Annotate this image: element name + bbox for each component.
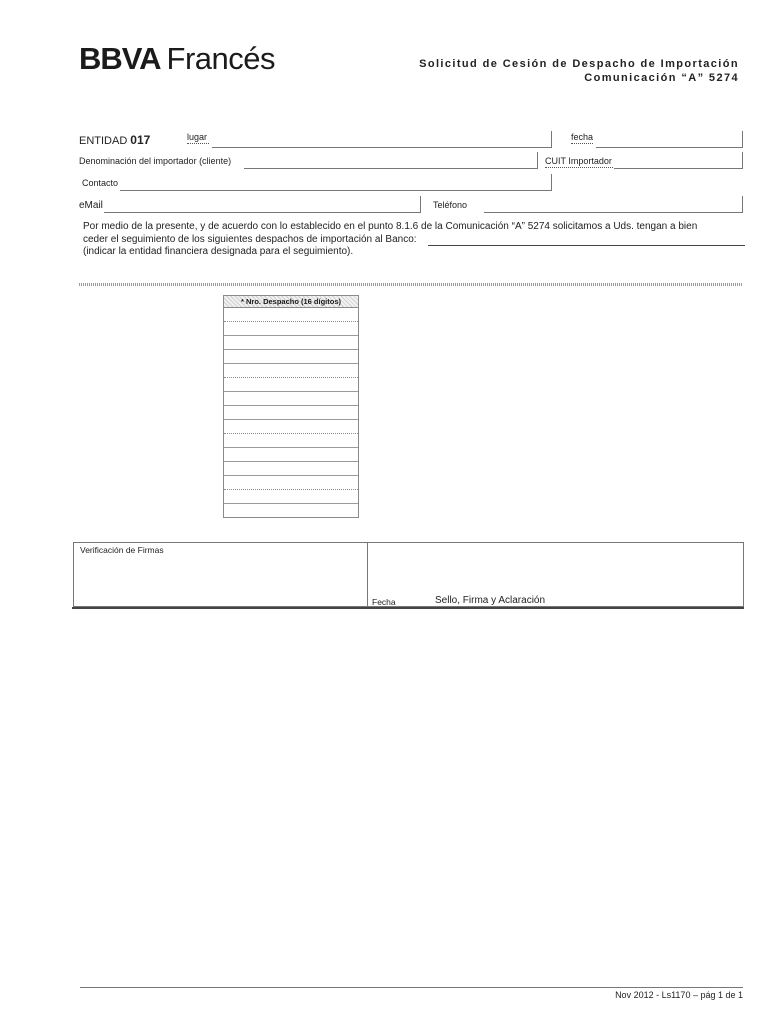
denominacion-label: Denominación del importador (cliente) <box>79 156 232 166</box>
entidad <box>79 133 150 147</box>
verification-bottom-rule <box>72 607 744 609</box>
contacto-input[interactable] <box>120 176 551 192</box>
footer-text: Nov 2012 - Ls1170 – pág 1 de 1 <box>615 990 743 1000</box>
despacho-row[interactable] <box>224 504 358 517</box>
footer-rule <box>80 987 743 988</box>
fecha-label-underline <box>571 143 593 144</box>
verification-fecha-label: Fecha <box>372 597 396 607</box>
lugar-label: lugar <box>187 132 208 142</box>
logo-bold-text: BBVA <box>79 41 161 76</box>
lugar-input[interactable] <box>212 133 551 149</box>
bbva-frances-logo <box>79 41 275 77</box>
paragraph-line-2: ceder el seguimiento de los siguientes despachos de importación al Banco: <box>83 233 417 245</box>
email-field[interactable] <box>104 196 421 213</box>
despacho-row[interactable] <box>224 490 358 504</box>
email-label: eMail <box>79 200 103 211</box>
telefono-input[interactable] <box>484 198 742 214</box>
despacho-row[interactable] <box>224 308 358 322</box>
despacho-row[interactable] <box>224 476 358 490</box>
contacto-label: Contacto <box>82 178 119 188</box>
lugar-label-underline <box>187 143 209 144</box>
telefono-label: Teléfono <box>433 200 468 210</box>
paragraph-line-3: (indicar la entidad financiera designada para el seguimiento). <box>83 246 354 257</box>
fecha-input[interactable] <box>596 133 742 149</box>
cuit-label-underline <box>545 167 613 168</box>
email-input[interactable] <box>104 198 420 214</box>
despacho-row[interactable] <box>224 336 358 350</box>
document-title <box>419 57 739 85</box>
despacho-row[interactable] <box>224 350 358 364</box>
verification-title: Verificación de Firmas <box>80 545 164 555</box>
title-line-1: Solicitud de Cesión de Despacho de Importación <box>419 58 739 70</box>
fecha-label: fecha <box>571 132 594 142</box>
fecha-field[interactable] <box>596 131 743 148</box>
denominacion-field[interactable] <box>244 152 538 169</box>
verification-sello-label: Sello, Firma y Aclaración <box>435 595 546 606</box>
logo-light-text: Francés <box>166 41 276 76</box>
despacho-row[interactable] <box>224 392 358 406</box>
despacho-table-header: * Nro. Despacho (16 dígitos) <box>224 296 358 308</box>
telefono-field[interactable] <box>484 196 743 213</box>
despacho-row[interactable] <box>224 462 358 476</box>
section-divider <box>79 283 743 286</box>
despacho-row[interactable] <box>224 420 358 434</box>
verification-divider <box>367 543 368 606</box>
title-line-2: Comunicación “A” 5274 <box>584 72 739 84</box>
despacho-input[interactable] <box>224 508 358 521</box>
despacho-row[interactable] <box>224 364 358 378</box>
cuit-field[interactable] <box>614 152 743 169</box>
entidad-label: ENTIDAD <box>79 135 128 147</box>
contacto-field[interactable] <box>120 174 552 191</box>
despacho-row[interactable] <box>224 322 358 336</box>
despacho-row[interactable] <box>224 378 358 392</box>
lugar-field[interactable] <box>212 131 552 148</box>
despacho-row[interactable] <box>224 406 358 420</box>
cuit-input[interactable] <box>614 154 742 170</box>
denominacion-input[interactable] <box>244 154 537 170</box>
banco-field-line[interactable] <box>428 245 745 246</box>
cuit-label: CUIT Importador <box>545 156 612 166</box>
verification-box <box>73 542 744 607</box>
paragraph-line-1: Por medio de la presente, y de acuerdo con lo establecido en el punto 8.1.6 de la Comunicación “A” 5274 solicitamos a Uds. tengan a bien <box>83 221 698 232</box>
despacho-row[interactable] <box>224 448 358 462</box>
despacho-table <box>223 295 359 518</box>
despacho-row[interactable] <box>224 434 358 448</box>
request-paragraph <box>83 221 748 259</box>
entidad-value: 017 <box>130 133 151 147</box>
